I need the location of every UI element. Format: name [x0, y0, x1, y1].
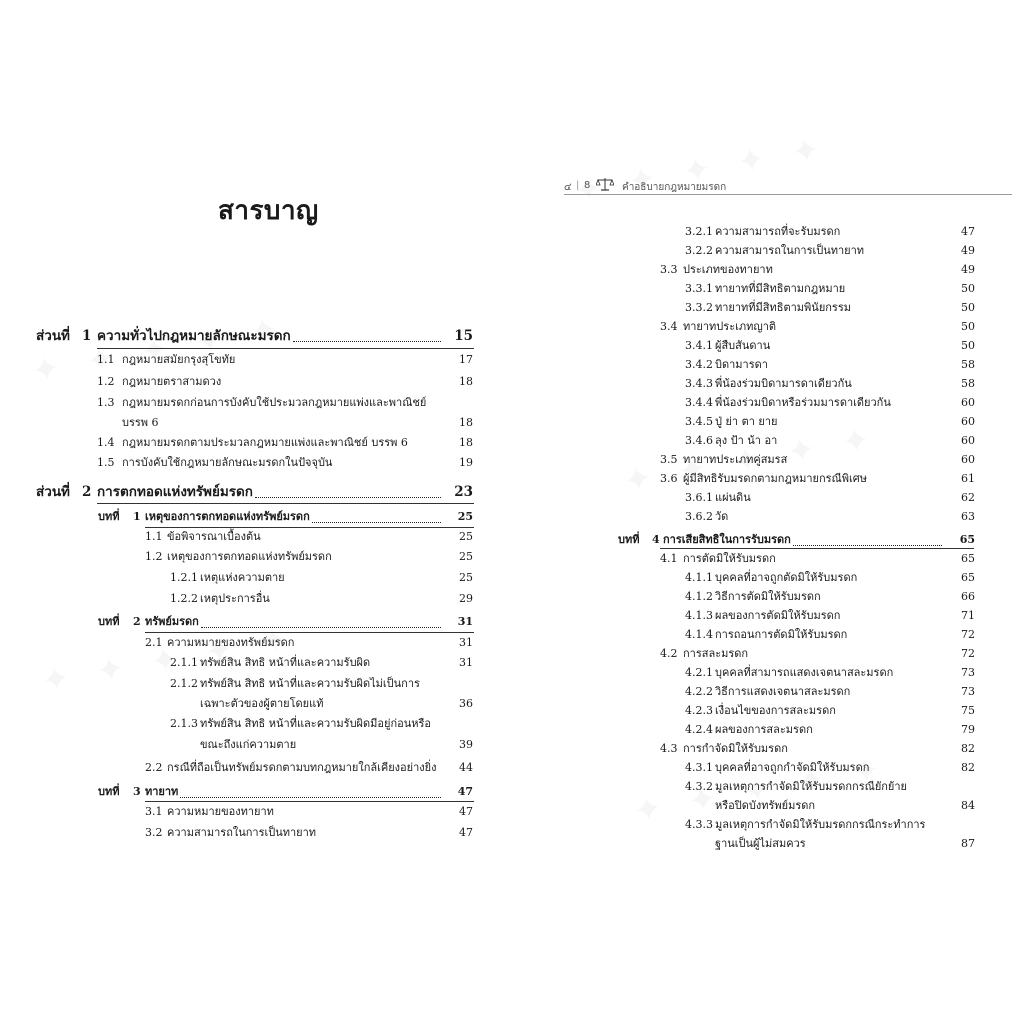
entry-number: 4.1.4 — [685, 628, 713, 641]
chap-number: 3 — [133, 785, 141, 798]
part-label: ส่วนที่ — [36, 328, 70, 344]
page-number: 79 — [961, 723, 975, 736]
page-number: 50 — [961, 301, 975, 314]
page-number: 62 — [961, 491, 975, 504]
page-number: 60 — [961, 415, 975, 428]
page-number: 18 — [459, 416, 473, 429]
entry-text: การถอนการตัดมิให้รับมรดก — [715, 628, 848, 641]
entry-number: 4.1.2 — [685, 590, 713, 603]
entry-number: 1.2 — [97, 375, 115, 388]
page-number: 73 — [961, 666, 975, 679]
entry-text: บิดามารดา — [715, 358, 768, 371]
entry-text: มูลเหตุการกำจัดมิให้รับมรดกกรณีกระทำการ — [715, 818, 926, 831]
entry-number: 3.4.3 — [685, 377, 713, 390]
entry-text: ทายาท — [145, 785, 179, 798]
entry-text: ผู้สืบสันดาน — [715, 339, 771, 352]
entry-number: 3.6.2 — [685, 510, 713, 523]
entry-number: 3.3.1 — [685, 282, 713, 295]
page-number: 82 — [961, 761, 975, 774]
entry-number: 4.1 — [660, 552, 678, 565]
page-number: 47 — [961, 225, 975, 238]
entry-number: 1.1 — [97, 353, 115, 366]
page-number: 25 — [459, 530, 473, 543]
entry-number: 3.4.1 — [685, 339, 713, 352]
entry-number: 3.3 — [660, 263, 678, 276]
header-title: คำอธิบายกฎหมายมรดก — [622, 182, 727, 193]
entry-number: 1.1 — [145, 530, 163, 543]
entry-number: 3.2.1 — [685, 225, 713, 238]
part-number: 1 — [82, 328, 92, 344]
entry-text: เหตุของการตกทอดแห่งทรัพย์มรดก — [145, 510, 310, 523]
page-number: 60 — [961, 434, 975, 447]
entry-text: ผลของการตัดมิให้รับมรดก — [715, 609, 841, 622]
entry-text: ทรัพย์มรดก — [145, 615, 199, 628]
section-rule — [145, 801, 474, 802]
entry-number: 4.3.3 — [685, 818, 713, 831]
entry-text: กฎหมายตราสามดวง — [122, 375, 222, 388]
page-number: 19 — [459, 456, 473, 469]
dot-leader — [180, 785, 441, 798]
page-number: 65 — [961, 571, 975, 584]
page-number: 18 — [459, 436, 473, 449]
entry-text: ความสามารถในการเป็นทายาท — [167, 826, 317, 839]
page-number: 31 — [459, 656, 473, 669]
page-number: 50 — [961, 282, 975, 295]
page-number: 63 — [961, 510, 975, 523]
entry-text: กฎหมายมรดกก่อนการบังคับใช้ประมวลกฎหมายแพ่งและพาณิชย์ — [122, 396, 427, 409]
page-number: 65 — [961, 552, 975, 565]
entry-text: ทายาทประเภทญาติ — [683, 320, 777, 333]
page-number: 60 — [961, 453, 975, 466]
page-number: 17 — [459, 353, 473, 366]
page-number: 47 — [459, 826, 473, 839]
entry-text: การบังคับใช้กฎหมายลักษณะมรดกในปัจจุบัน — [122, 456, 333, 469]
entry-text: ผู้มีสิทธิรับมรดกตามกฎหมายกรณีพิเศษ — [683, 472, 867, 485]
entry-text: ลุง ป้า น้า อา — [715, 434, 778, 447]
entry-number: 2.1.1 — [170, 656, 198, 669]
page-number: 31 — [459, 636, 473, 649]
entry-number: 3.5 — [660, 453, 678, 466]
entry-number: 3.4.2 — [685, 358, 713, 371]
page-number: 72 — [961, 628, 975, 641]
entry-number: 3.4.6 — [685, 434, 713, 447]
entry-text: บรรพ 6 — [122, 416, 159, 429]
page-number: 23 — [454, 484, 473, 500]
page-number: 75 — [961, 704, 975, 717]
entry-number: 3.4 — [660, 320, 678, 333]
entry-text: เหตุของการตกทอดแห่งทรัพย์มรดก — [167, 550, 332, 563]
chap-label: บทที่ — [98, 785, 120, 798]
entry-text: พี่น้องร่วมบิดาหรือร่วมมารดาเดียวกัน — [715, 396, 891, 409]
entry-text: กฎหมายสมัยกรุงสุโขทัย — [122, 353, 236, 366]
dot-leader — [201, 615, 441, 628]
entry-text: ข้อพิจารณาเบื้องต้น — [167, 530, 261, 543]
chap-number: 1 — [133, 510, 141, 523]
entry-text: ทรัพย์สิน สิทธิ หน้าที่และความรับผิด — [200, 656, 371, 669]
entry-text: วิธีการแสดงเจตนาสละมรดก — [715, 685, 851, 698]
section-rule — [660, 548, 974, 549]
entry-number: 1.2 — [145, 550, 163, 563]
page-number: 47 — [459, 805, 473, 818]
toc-title: สารบาญ — [218, 196, 319, 226]
entry-text: เฉพาะตัวของผู้ตายโดยแท้ — [200, 697, 324, 710]
section-rule — [145, 632, 474, 633]
entry-text: ความสามารถในการเป็นทายาท — [715, 244, 865, 257]
page-number: 29 — [459, 592, 473, 605]
entry-text: กฎหมายมรดกตามประมวลกฎหมายแพ่งและพาณิชย์ บรรพ 6 — [122, 436, 408, 449]
entry-number: 2.2 — [145, 761, 163, 774]
page-number: 65 — [959, 533, 975, 546]
entry-text: ทรัพย์สิน สิทธิ หน้าที่และความรับผิดมีอยู่ก่อนหรือ — [200, 717, 431, 730]
header-separator: | — [576, 180, 580, 191]
entry-number: 4.2 — [660, 647, 678, 660]
page-number: 49 — [961, 244, 975, 257]
entry-text: ทายาทประเภทคู่สมรส — [683, 453, 788, 466]
entry-number: 2.1.2 — [170, 677, 198, 690]
entry-text: ประเภทของทายาท — [683, 263, 773, 276]
page-number: 47 — [457, 785, 473, 798]
entry-text: กรณีที่ถือเป็นทรัพย์มรดกตามบทกฎหมายใกล้เคียงอย่างยิ่ง — [167, 761, 437, 774]
entry-text: วัด — [715, 510, 729, 523]
page-number: 82 — [961, 742, 975, 755]
page-number: 8 — [584, 180, 591, 191]
entry-text: การตัดมิให้รับมรดก — [683, 552, 776, 565]
page-number: 58 — [961, 377, 975, 390]
entry-text: การกำจัดมิให้รับมรดก — [683, 742, 788, 755]
section-rule — [97, 348, 474, 349]
dot-leader — [255, 485, 441, 498]
page-number: 66 — [961, 590, 975, 603]
page-number: 36 — [459, 697, 473, 710]
entry-text: พี่น้องร่วมบิดามารดาเดียวกัน — [715, 377, 852, 390]
entry-number: 4.2.2 — [685, 685, 713, 698]
entry-text: ฐานเป็นผู้ไม่สมควร — [715, 837, 806, 850]
page-number: 39 — [459, 738, 473, 751]
entry-number: 1.3 — [97, 396, 115, 409]
page-number: 25 — [457, 510, 473, 523]
entry-number: 3.6 — [660, 472, 678, 485]
page-number: 50 — [961, 320, 975, 333]
entry-text: บุคคลที่อาจถูกกำจัดมิให้รับมรดก — [715, 761, 870, 774]
page-number: 18 — [459, 375, 473, 388]
page-number: 60 — [961, 396, 975, 409]
thai-page-number: ๔ — [564, 182, 572, 193]
entry-text: เงื่อนไขของการสละมรดก — [715, 704, 836, 717]
page-number: 84 — [961, 799, 975, 812]
entry-text: ทรัพย์สิน สิทธิ หน้าที่และความรับผิดไม่เป็นการ — [200, 677, 420, 690]
right-page — [512, 0, 1024, 1024]
entry-number: 4.2.4 — [685, 723, 713, 736]
entry-number: 1.2.2 — [170, 592, 198, 605]
entry-text: การสละมรดก — [683, 647, 749, 660]
entry-number: 2.1 — [145, 636, 163, 649]
entry-text: การเสียสิทธิในการรับมรดก — [663, 533, 791, 546]
entry-number: 4.3 — [660, 742, 678, 755]
entry-text: ทายาทที่มีสิทธิตามพินัยกรรม — [715, 301, 851, 314]
entry-text: แผ่นดิน — [715, 491, 751, 504]
entry-number: 4.2.3 — [685, 704, 713, 717]
entry-text: หรือปิดบังทรัพย์มรดก — [715, 799, 816, 812]
entry-number: 1.4 — [97, 436, 115, 449]
entry-number: 4.3.1 — [685, 761, 713, 774]
left-page — [0, 0, 500, 1024]
part-label: ส่วนที่ — [36, 484, 70, 500]
section-rule — [97, 503, 474, 504]
entry-number: 3.1 — [145, 805, 163, 818]
entry-text: บุคคลที่อาจถูกตัดมิให้รับมรดก — [715, 571, 858, 584]
page-number: 25 — [459, 571, 473, 584]
page-number: 49 — [961, 263, 975, 276]
entry-number: 3.2.2 — [685, 244, 713, 257]
chap-label: บทที่ — [98, 615, 120, 628]
entry-text: ทายาทที่มีสิทธิตามกฎหมาย — [715, 282, 846, 295]
entry-text: ปู่ ย่า ตา ยาย — [715, 415, 778, 428]
entry-text: บุคคลที่สามารถแสดงเจตนาสละมรดก — [715, 666, 894, 679]
entry-text: ความสามารถที่จะรับมรดก — [715, 225, 841, 238]
chap-label: บทที่ — [618, 533, 640, 546]
entry-number: 3.4.5 — [685, 415, 713, 428]
entry-number: 4.3.2 — [685, 780, 713, 793]
part-number: 2 — [82, 484, 92, 500]
entry-number: 3.3.2 — [685, 301, 713, 314]
page-number: 87 — [961, 837, 975, 850]
entry-number: 2.1.3 — [170, 717, 198, 730]
entry-text: เหตุประการอื่น — [200, 592, 270, 605]
dot-leader — [793, 533, 942, 546]
entry-text: ความหมายของทรัพย์มรดก — [167, 636, 295, 649]
entry-text: ความหมายของทายาท — [167, 805, 274, 818]
page-number: 72 — [961, 647, 975, 660]
page-number: 50 — [961, 339, 975, 352]
page-number: 61 — [961, 472, 975, 485]
entry-text: เหตุแห่งความตาย — [200, 571, 285, 584]
chap-number: 4 — [652, 533, 660, 546]
entry-text: ขณะถึงแก่ความตาย — [200, 738, 297, 751]
section-rule — [145, 527, 474, 528]
entry-number: 3.4.4 — [685, 396, 713, 409]
chap-label: บทที่ — [98, 510, 120, 523]
entry-text: การตกทอดแห่งทรัพย์มรดก — [97, 484, 253, 500]
entry-number: 1.5 — [97, 456, 115, 469]
entry-text: มูลเหตุการกำจัดมิให้รับมรดกกรณียักย้าย — [715, 780, 907, 793]
page-number: 25 — [459, 550, 473, 563]
entry-text: ผลของการสละมรดก — [715, 723, 813, 736]
page-number: 58 — [961, 358, 975, 371]
entry-number: 3.2 — [145, 826, 163, 839]
page-number: 31 — [457, 615, 473, 628]
page-number: 15 — [454, 328, 473, 344]
entry-text: ความทั่วไปกฎหมายลักษณะมรดก — [97, 328, 291, 344]
page-number: 44 — [459, 761, 473, 774]
entry-text: วิธีการตัดมิให้รับมรดก — [715, 590, 821, 603]
entry-number: 3.6.1 — [685, 491, 713, 504]
chap-number: 2 — [133, 615, 141, 628]
entry-number: 4.2.1 — [685, 666, 713, 679]
toc-list-right — [512, 0, 1024, 1024]
entry-number: 4.1.1 — [685, 571, 713, 584]
page-number: 71 — [961, 609, 975, 622]
dot-leader — [293, 329, 441, 342]
dot-leader — [312, 510, 441, 523]
entry-number: 4.1.3 — [685, 609, 713, 622]
toc-list-left — [0, 0, 500, 1024]
entry-number: 1.2.1 — [170, 571, 198, 584]
page-number: 73 — [961, 685, 975, 698]
